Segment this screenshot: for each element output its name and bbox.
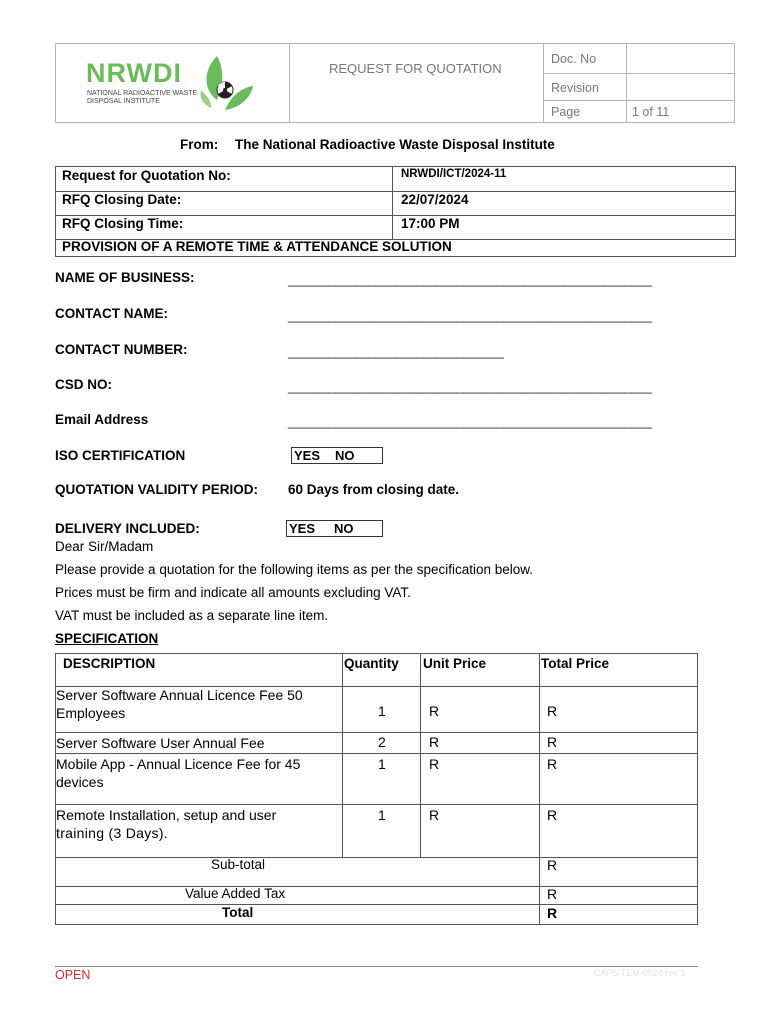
logo-subtitle: NATIONAL RADIOACTIVE WASTE DISPOSAL INSTITUTE xyxy=(87,90,198,105)
csd-number-field[interactable]: ______________________________________________________ xyxy=(288,379,652,394)
table-row xyxy=(56,686,303,722)
document-reference: CAPS TEM-0024 rev 1 xyxy=(594,968,686,978)
table-row xyxy=(56,806,276,842)
row-description: Remote Installation, setup and user xyxy=(56,807,277,823)
delivery-included-label: DELIVERY INCLUDED: xyxy=(55,521,200,536)
row-description: training (3 Days). xyxy=(56,825,168,841)
total-value: R xyxy=(547,905,558,921)
document-title: REQUEST FOR QUOTATION xyxy=(329,61,502,76)
closing-date-label: RFQ Closing Date: xyxy=(62,192,182,207)
row-description: Server Software Annual Licence Fee 50 xyxy=(56,687,303,703)
iso-certification-choice[interactable] xyxy=(291,447,383,464)
delivery-no-option[interactable]: NO xyxy=(334,521,354,536)
row-quantity: 1 xyxy=(378,703,386,719)
row-quantity: 1 xyxy=(378,756,386,772)
closing-time-label: RFQ Closing Time: xyxy=(62,216,184,231)
row-unit-price: R xyxy=(429,756,440,772)
contact-number-label: CONTACT NUMBER: xyxy=(55,342,188,357)
row-total-price: R xyxy=(547,756,558,772)
iso-no-option[interactable]: NO xyxy=(335,448,355,463)
letter-line-2: Prices must be firm and indicate all amounts excluding VAT. xyxy=(55,585,411,600)
row-unit-price: R xyxy=(429,703,440,719)
from-value: The National Radioactive Waste Disposal Institute xyxy=(235,137,555,152)
logo-wordmark: NRWDI xyxy=(86,58,182,88)
table-row xyxy=(56,734,265,752)
row-total-price: R xyxy=(547,703,558,719)
closing-time-value: 17:00 PM xyxy=(401,216,460,231)
email-label: Email Address xyxy=(55,412,149,427)
row-description: Mobile App - Annual Licence Fee for 45 xyxy=(56,756,301,772)
row-unit-price: R xyxy=(429,734,440,750)
salutation: Dear Sir/Madam xyxy=(55,539,154,554)
table-row xyxy=(56,755,300,791)
from-label: From: xyxy=(180,137,219,152)
delivery-included-choice[interactable] xyxy=(286,520,383,537)
doc-no-label: Doc. No xyxy=(551,52,597,66)
email-field[interactable]: ______________________________________________________ xyxy=(288,414,652,429)
classification-label: OPEN xyxy=(55,968,91,982)
contact-number-field[interactable]: ________________________________ xyxy=(288,344,504,359)
delivery-yes-option[interactable]: YES xyxy=(289,521,316,536)
subtotal-value: R xyxy=(547,857,558,873)
row-total-price: R xyxy=(547,734,558,750)
validity-period-label: QUOTATION VALIDITY PERIOD: xyxy=(55,482,259,497)
row-description: Server Software User Annual Fee xyxy=(56,735,265,751)
subtotal-label: Sub-total xyxy=(211,857,266,872)
page-label: Page xyxy=(551,105,581,119)
col-header-total-price: Total Price xyxy=(541,656,610,671)
row-description: Employees xyxy=(56,705,126,721)
row-description: devices xyxy=(56,774,104,790)
business-name-field[interactable]: ______________________________________________________ xyxy=(288,272,652,287)
row-unit-price: R xyxy=(429,807,440,823)
vat-value: R xyxy=(547,886,558,902)
validity-period-value: 60 Days from closing date. xyxy=(288,482,460,497)
footer-divider xyxy=(55,966,698,967)
rfq-subject: PROVISION OF A REMOTE TIME & ATTENDANCE SOLUTION xyxy=(62,239,452,254)
letter-line-3: VAT must be included as a separate line item. xyxy=(55,608,329,623)
page-number: 1 of 11 xyxy=(632,105,670,119)
vat-label: Value Added Tax xyxy=(185,886,286,901)
revision-label: Revision xyxy=(551,81,599,95)
csd-number-label: CSD NO: xyxy=(55,377,112,392)
contact-name-label: CONTACT NAME: xyxy=(55,306,168,321)
col-header-description: DESCRIPTION xyxy=(63,656,156,671)
letter-line-1: Please provide a quotation for the following items as per the specification below. xyxy=(55,562,534,577)
total-label: Total xyxy=(222,905,254,920)
row-total-price: R xyxy=(547,807,558,823)
row-quantity: 2 xyxy=(378,734,386,750)
rfq-number-label: Request for Quotation No: xyxy=(62,168,231,183)
closing-date-value: 22/07/2024 xyxy=(401,192,469,207)
iso-yes-option[interactable]: YES xyxy=(294,448,321,463)
specification-heading: SPECIFICATION xyxy=(55,631,159,646)
contact-name-field[interactable]: ______________________________________________________ xyxy=(288,308,652,323)
rfq-number-value: NRWDI/ICT/2024-11 xyxy=(401,168,507,180)
col-header-quantity: Quantity xyxy=(344,656,399,671)
row-quantity: 1 xyxy=(378,807,386,823)
iso-certification-label: ISO CERTIFICATION xyxy=(55,448,186,463)
col-header-unit-price: Unit Price xyxy=(423,656,487,671)
business-name-label: NAME OF BUSINESS: xyxy=(55,270,195,285)
